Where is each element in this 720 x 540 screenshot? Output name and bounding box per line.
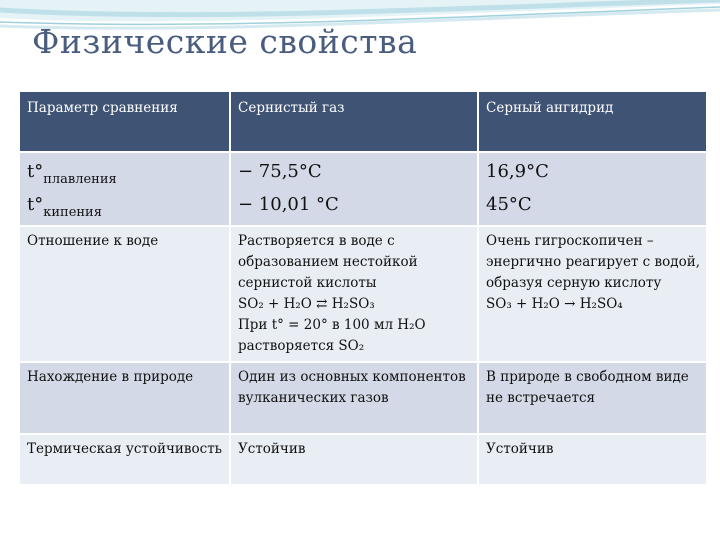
boiling-so3: 45°C xyxy=(478,189,706,226)
water-so3 xyxy=(478,226,706,362)
water-so2-text: Растворяется в воде с образованием нестойкой сернистой кислоты xyxy=(238,233,418,291)
water-so2-solubility: При t° = 20° в 100 мл H₂O растворяется SO₂ xyxy=(238,317,426,354)
water-so3-equation: SO₃ + H₂O → H₂SO₄ xyxy=(486,296,623,312)
water-so3-text: Очень гигроскопичен – энергично реагирует с водой, образуя серную кислоту xyxy=(486,233,700,291)
boiling-label xyxy=(20,189,230,226)
melting-so2: − 75,5°C xyxy=(230,152,478,189)
table-header-row xyxy=(20,92,706,152)
boiling-subscript: кипения xyxy=(43,205,102,220)
table-row-nature xyxy=(20,362,706,434)
boiling-t-symbol: t° xyxy=(27,194,44,215)
stability-so2: Устойчив xyxy=(230,434,478,485)
nature-so2: Один из основных компонентов вулканических газов xyxy=(230,362,478,434)
header-param: Параметр сравнения xyxy=(20,92,230,152)
table-row-stability xyxy=(20,434,706,485)
properties-table xyxy=(20,92,706,486)
melting-so3: 16,9°C xyxy=(478,152,706,189)
water-so2 xyxy=(230,226,478,362)
boiling-so2: − 10,01 °C xyxy=(230,189,478,226)
stability-param: Термическая устойчивость xyxy=(20,434,230,485)
table-row-boiling xyxy=(20,189,706,226)
melting-label xyxy=(20,152,230,189)
nature-param: Нахождение в природе xyxy=(20,362,230,434)
water-param: Отношение к воде xyxy=(20,226,230,362)
stability-so3: Устойчив xyxy=(478,434,706,485)
header-so2: Сернистый газ xyxy=(230,92,478,152)
melting-t-symbol: t° xyxy=(27,161,44,182)
table-row-water xyxy=(20,226,706,362)
slide-title: Физические свойства xyxy=(32,22,418,61)
table-row-melting xyxy=(20,152,706,189)
water-so2-equation: SO₂ + H₂O ⇄ H₂SO₃ xyxy=(238,296,375,312)
nature-so3: В природе в свободном виде не встречается xyxy=(478,362,706,434)
melting-subscript: плавления xyxy=(43,172,117,187)
header-so3: Серный ангидрид xyxy=(478,92,706,152)
